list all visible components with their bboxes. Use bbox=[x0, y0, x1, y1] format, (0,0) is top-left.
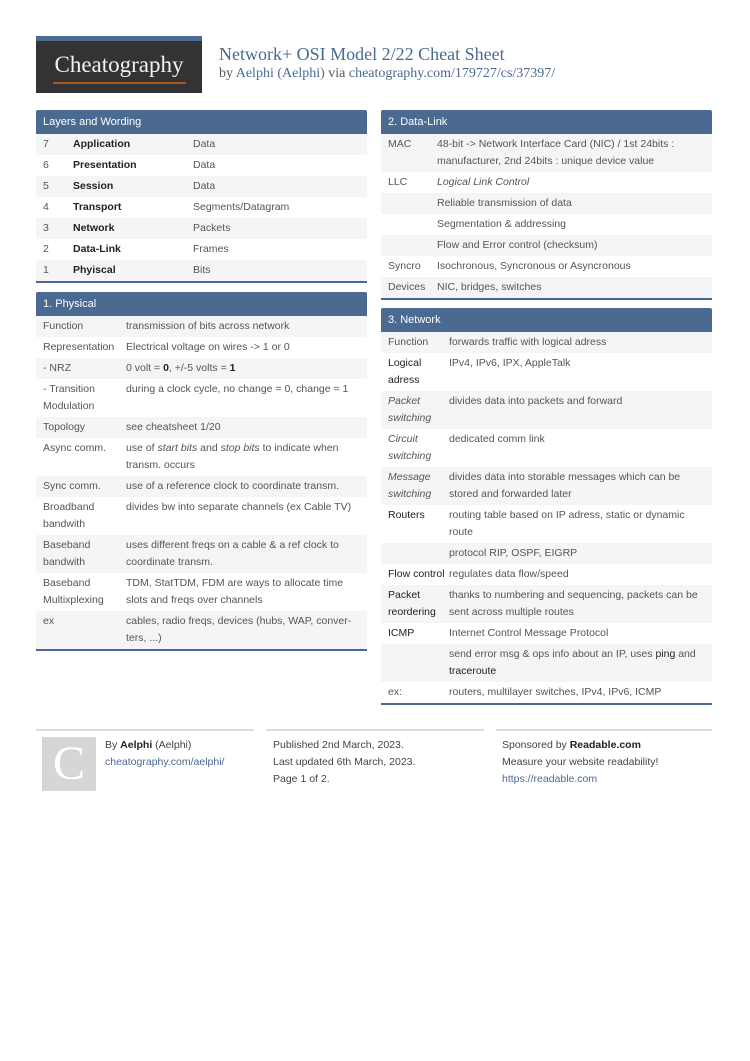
table-row bbox=[36, 611, 367, 649]
section-layers bbox=[36, 110, 367, 283]
author-avatar[interactable]: C bbox=[42, 737, 96, 791]
row-value: forwards traffic with logical adress bbox=[449, 336, 607, 348]
by-prefix: by bbox=[219, 66, 236, 81]
row-value: transmission of bits across network bbox=[126, 320, 290, 332]
row-value: use of a reference clock to coordinate transm. bbox=[126, 480, 340, 492]
row-key: Baseband Multixplexing bbox=[43, 577, 104, 606]
sponsor-name: Readable.com bbox=[569, 739, 641, 751]
row-key: - NRZ bbox=[43, 362, 71, 374]
author-name: Aelphi bbox=[120, 739, 153, 751]
logo-text: Cheatography bbox=[54, 52, 184, 77]
command-text: ping bbox=[655, 648, 676, 660]
section-header: 3. Network bbox=[381, 308, 712, 332]
row-value bbox=[126, 360, 361, 377]
row-key: Sync comm. bbox=[43, 480, 101, 492]
text: to indicate when transm. occurs bbox=[126, 442, 339, 471]
sponsor-link[interactable]: https://readable.com bbox=[502, 773, 598, 785]
sponsor-line bbox=[502, 737, 658, 754]
row-key: Flow control bbox=[388, 568, 445, 580]
text: , +/-5 volts = bbox=[168, 362, 230, 374]
row-value: dedicated comm link bbox=[449, 433, 545, 445]
italic-text: stop bits bbox=[220, 442, 260, 454]
table-row bbox=[36, 438, 367, 476]
layer-number: 5 bbox=[43, 180, 49, 192]
layer-name: Network bbox=[73, 222, 115, 234]
table-row bbox=[381, 623, 712, 644]
table-row bbox=[381, 235, 712, 256]
row-key: Circuit switching bbox=[388, 433, 432, 462]
table-row bbox=[381, 134, 712, 172]
table-row bbox=[381, 644, 712, 682]
row-value: cables, radio freqs, devices (hubs, WAP, conver-ters, ...) bbox=[126, 615, 352, 644]
table-row bbox=[36, 155, 367, 176]
network-table bbox=[381, 332, 712, 703]
row-key: Async comm. bbox=[43, 442, 107, 454]
table-row bbox=[36, 358, 367, 379]
row-key: Routers bbox=[388, 509, 425, 521]
bold-text: 0 bbox=[163, 362, 169, 374]
row-value: divides data into storable messages which can be stored and forwarded later bbox=[449, 471, 681, 500]
layer-name: Phyiscal bbox=[73, 264, 116, 276]
layer-unit: Segments/Datagram bbox=[193, 201, 290, 213]
row-key: - Transition Modulation bbox=[43, 383, 95, 412]
row-key bbox=[381, 237, 437, 254]
table-row bbox=[381, 543, 712, 564]
layer-name: Transport bbox=[73, 201, 122, 213]
updated-date: Last updated 6th March, 2023. bbox=[273, 756, 416, 768]
row-key: Packet reordering bbox=[388, 589, 436, 618]
row-value: TDM, StatTDM, FDM are ways to allocate time slots and freqs over channels bbox=[126, 577, 344, 606]
table-row bbox=[381, 564, 712, 585]
table-row bbox=[36, 337, 367, 358]
table-row bbox=[381, 353, 712, 391]
row-value: divides data into packets and forward bbox=[449, 395, 623, 407]
table-row bbox=[36, 239, 367, 260]
table-row bbox=[381, 391, 712, 429]
layer-number: 4 bbox=[43, 201, 49, 213]
layers-table bbox=[36, 134, 367, 281]
table-row bbox=[381, 277, 712, 298]
row-value: thanks to numbering and sequencing, packets can be sent across multiple routes bbox=[449, 589, 698, 618]
row-key: Broadband bandwith bbox=[43, 501, 95, 530]
row-value: protocol RIP, OSPF, EIGRP bbox=[449, 547, 578, 559]
row-key: ex bbox=[43, 615, 55, 627]
row-key: Packet switching bbox=[388, 395, 432, 424]
layer-unit: Data bbox=[193, 138, 216, 150]
author-handle: (Aelphi) bbox=[152, 739, 192, 751]
row-value: regulates data flow/speed bbox=[449, 568, 569, 580]
published-date: Published 2nd March, 2023. bbox=[273, 739, 404, 751]
row-key: Function bbox=[43, 320, 84, 332]
row-value: Electrical voltage on wires -> 1 or 0 bbox=[126, 341, 290, 353]
section-header: 1. Physical bbox=[36, 292, 367, 316]
row-value bbox=[126, 440, 361, 474]
table-row bbox=[381, 214, 712, 235]
layer-number: 6 bbox=[43, 159, 49, 171]
layer-unit: Data bbox=[193, 180, 216, 192]
table-row bbox=[36, 417, 367, 438]
row-value: during a clock cycle, no change = 0, change = 1 bbox=[126, 383, 349, 395]
table-row bbox=[36, 535, 367, 573]
layer-unit: Bits bbox=[193, 264, 211, 276]
datalink-table bbox=[381, 134, 712, 298]
footer-author bbox=[105, 737, 224, 771]
section-datalink bbox=[381, 110, 712, 300]
layer-number: 2 bbox=[43, 243, 49, 255]
sponsor-tagline: Measure your website readability! bbox=[502, 756, 659, 768]
table-row bbox=[36, 379, 367, 417]
row-value: uses different freqs on a cable & a ref clock to coordinate transm. bbox=[126, 539, 339, 568]
section-physical bbox=[36, 292, 367, 651]
table-row bbox=[381, 429, 712, 467]
text: send error msg & ops info about an IP, uses bbox=[449, 648, 656, 660]
footer-divider bbox=[266, 729, 484, 731]
row-key: ICMP bbox=[388, 627, 415, 639]
table-row bbox=[381, 585, 712, 623]
row-value: NIC, bridges, switches bbox=[437, 281, 542, 293]
table-row bbox=[36, 497, 367, 535]
page-title: Network+ OSI Model 2/22 Cheat Sheet bbox=[219, 44, 505, 64]
text: 0 volt = bbox=[126, 362, 164, 374]
layer-name: Data-Link bbox=[73, 243, 121, 255]
row-value: Segmentation & addressing bbox=[437, 218, 566, 230]
layer-name: Session bbox=[73, 180, 114, 192]
row-key bbox=[381, 545, 449, 562]
layer-unit: Packets bbox=[193, 222, 231, 234]
layer-number: 3 bbox=[43, 222, 49, 234]
by-text: By bbox=[105, 739, 121, 751]
command-text: traceroute bbox=[449, 665, 497, 677]
row-key: LLC bbox=[388, 176, 408, 188]
row-value: routing table based on IP adress, static or dynamic route bbox=[449, 509, 685, 538]
italic-text: start bits bbox=[157, 442, 198, 454]
row-value: Internet Control Message Protocol bbox=[449, 627, 609, 639]
row-key: Syncro bbox=[388, 260, 421, 272]
table-row bbox=[381, 467, 712, 505]
row-key bbox=[381, 646, 449, 680]
layer-unit: Data bbox=[193, 159, 216, 171]
text: and bbox=[675, 648, 696, 660]
row-key: Baseband bandwith bbox=[43, 539, 91, 568]
sponsor-prefix: Sponsored by bbox=[502, 739, 570, 751]
table-row bbox=[381, 193, 712, 214]
layer-unit: Frames bbox=[193, 243, 229, 255]
table-row bbox=[36, 476, 367, 497]
table-row bbox=[36, 218, 367, 239]
table-row bbox=[36, 316, 367, 337]
author-line bbox=[105, 737, 224, 754]
table-row bbox=[36, 197, 367, 218]
logo-underline bbox=[53, 82, 186, 84]
row-value bbox=[449, 646, 707, 680]
row-value: Flow and Error control (checksum) bbox=[437, 239, 598, 251]
section-header: Layers and Wording bbox=[36, 110, 367, 134]
row-key: Message switching bbox=[388, 471, 432, 500]
row-key: ex: bbox=[388, 686, 403, 698]
table-row bbox=[381, 682, 712, 703]
footer-divider bbox=[36, 729, 254, 731]
author-link[interactable]: Aelphi (Aelphi) bbox=[235, 66, 325, 81]
row-value: routers, multilayer switches, IPv4, IPv6, ICMP bbox=[449, 686, 662, 698]
table-row bbox=[36, 176, 367, 197]
page-number: Page 1 of 2. bbox=[273, 773, 330, 785]
row-key: Topology bbox=[43, 421, 86, 433]
row-key: Function bbox=[388, 336, 429, 348]
row-key bbox=[381, 195, 437, 212]
row-value: IPv4, IPv6, IPX, AppleTalk bbox=[449, 357, 571, 369]
text: use of bbox=[126, 442, 158, 454]
row-value: 48-bit -> Network Interface Card (NIC) / 1st 24bits : manufacturer, 2nd 24bits : unique device value bbox=[437, 138, 675, 167]
table-row bbox=[381, 256, 712, 277]
section-network bbox=[381, 308, 712, 705]
row-key: Devices bbox=[388, 281, 426, 293]
author-profile-link[interactable]: cheatography.com/aelphi/ bbox=[105, 756, 225, 768]
physical-table bbox=[36, 316, 367, 649]
row-key: Representation bbox=[43, 341, 115, 353]
cheatography-logo[interactable] bbox=[36, 36, 202, 93]
layer-name: Presentation bbox=[73, 159, 137, 171]
sheet-url-link[interactable]: cheatography.com/179727/cs/37397/ bbox=[348, 66, 556, 81]
row-key: Logical adress bbox=[388, 357, 422, 386]
footer-publish-info bbox=[273, 737, 415, 788]
footer-sponsor bbox=[502, 737, 658, 788]
table-row bbox=[36, 260, 367, 281]
table-row bbox=[381, 505, 712, 543]
row-value: Reliable transmission of data bbox=[437, 197, 572, 209]
layer-number: 7 bbox=[43, 138, 49, 150]
table-row bbox=[36, 134, 367, 155]
layer-name: Application bbox=[73, 138, 131, 150]
row-key: MAC bbox=[388, 138, 412, 150]
row-value: Isochronous, Syncronous or Asyncronous bbox=[437, 260, 631, 272]
row-value: divides bw into separate channels (ex Cable TV) bbox=[126, 501, 352, 513]
row-value: Logical Link Control bbox=[437, 176, 530, 188]
text: and bbox=[197, 442, 221, 454]
section-header: 2. Data-Link bbox=[381, 110, 712, 134]
via-text: via bbox=[324, 66, 349, 81]
row-key bbox=[381, 216, 437, 233]
layer-number: 1 bbox=[43, 264, 49, 276]
footer-divider bbox=[496, 729, 712, 731]
row-value: see cheatsheet 1/20 bbox=[126, 421, 221, 433]
table-row bbox=[381, 332, 712, 353]
byline bbox=[219, 66, 555, 82]
table-row bbox=[36, 573, 367, 611]
bold-text: 1 bbox=[229, 362, 236, 374]
table-row bbox=[381, 172, 712, 193]
